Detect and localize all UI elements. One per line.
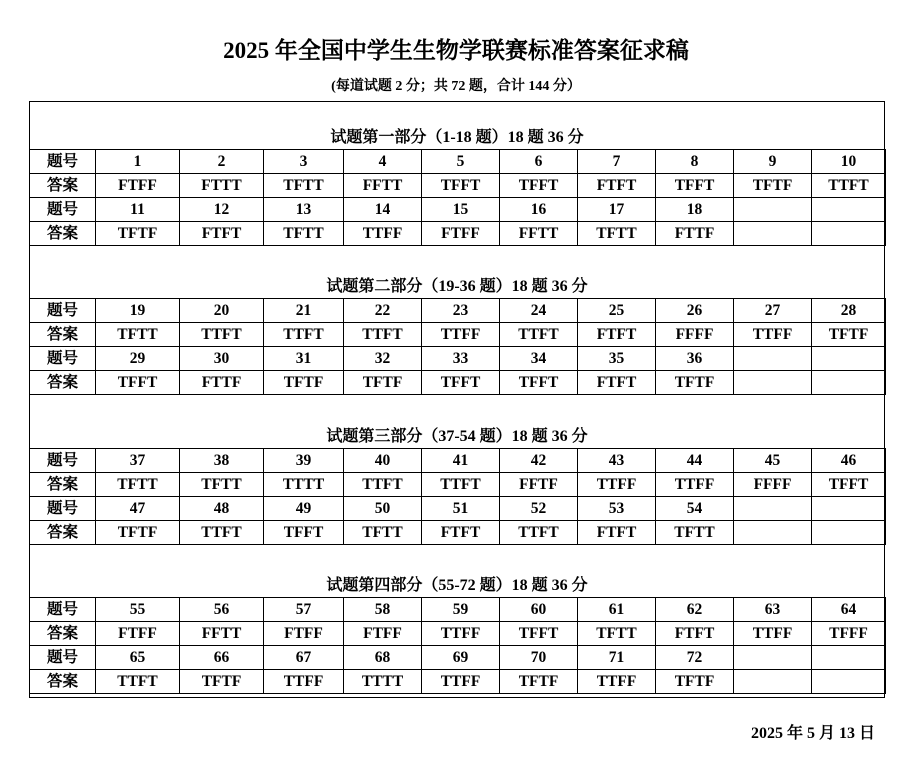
question-number-cell: 17 [578,198,656,222]
question-number-cell: 28 [812,299,886,323]
question-number-cell: 43 [578,449,656,473]
answer-cell: TTFF [578,670,656,694]
answer-cell: FFTF [500,473,578,497]
answer-label: 答案 [30,174,96,198]
answer-cell: TTFF [578,473,656,497]
answer-cell: FTFT [422,521,500,545]
question-number-cell: 45 [734,449,812,473]
answer-cell: TFTT [578,222,656,246]
question-label: 题号 [30,198,96,222]
question-number-cell: 35 [578,347,656,371]
question-number-row [30,646,886,670]
question-number-row [30,598,886,622]
question-number-cell: 23 [422,299,500,323]
answer-cell: TTFT [180,323,264,347]
question-number-cell: 47 [96,497,180,521]
page-subtitle: (每道试题 2 分；共 72 题，合计 144 分） [331,79,581,94]
answer-cell: TTFT [812,174,886,198]
question-number-cell: 37 [96,449,180,473]
answer-cell: TTTT [264,473,344,497]
question-number-row [30,198,886,222]
answer-row [30,521,886,545]
question-number-cell: 69 [422,646,500,670]
answer-cell: TFTT [264,222,344,246]
answer-cell: TFTF [500,670,578,694]
question-number-cell [812,347,886,371]
answer-cell: TTFF [734,323,812,347]
answer-cell: TTFT [422,473,500,497]
answer-cell: TTFT [264,323,344,347]
question-number-cell: 41 [422,449,500,473]
answer-cell: TFTF [264,371,344,395]
answer-cell: TFTT [578,622,656,646]
question-number-cell: 18 [656,198,734,222]
answer-cell: TFTT [344,521,422,545]
answer-cell: TTFF [344,222,422,246]
answer-cell: FTTT [180,174,264,198]
question-number-cell: 13 [264,198,344,222]
answer-cell: FTFF [344,622,422,646]
question-number-cell: 53 [578,497,656,521]
answer-cell: TFTF [656,670,734,694]
section-2 [29,250,885,395]
question-number-cell: 29 [96,347,180,371]
answer-cell: TFTF [96,521,180,545]
question-number-cell: 38 [180,449,264,473]
answer-cell: TFFT [96,371,180,395]
question-number-cell: 7 [578,150,656,174]
question-number-cell: 11 [96,198,180,222]
question-number-cell: 49 [264,497,344,521]
answer-cell: TTFT [344,473,422,497]
answer-cell: TTFT [180,521,264,545]
question-label: 题号 [30,299,96,323]
answer-cell [812,371,886,395]
answer-cell: TFTF [734,174,812,198]
answer-cell: TTFF [422,670,500,694]
answer-label: 答案 [30,521,96,545]
question-label: 题号 [30,598,96,622]
section-3 [29,400,885,545]
answer-cell: FFFF [734,473,812,497]
answer-row [30,323,886,347]
question-number-cell: 68 [344,646,422,670]
answer-cell: FFTT [180,622,264,646]
question-number-cell: 33 [422,347,500,371]
question-number-cell [734,347,812,371]
question-number-cell: 6 [500,150,578,174]
answer-cell: TFFT [500,371,578,395]
question-number-cell: 30 [180,347,264,371]
question-number-cell: 65 [96,646,180,670]
answer-label: 答案 [30,371,96,395]
question-label: 题号 [30,150,96,174]
answer-cell: FTFT [656,622,734,646]
question-number-cell: 63 [734,598,812,622]
question-number-cell [734,497,812,521]
question-number-cell: 32 [344,347,422,371]
question-number-cell: 52 [500,497,578,521]
question-number-cell: 14 [344,198,422,222]
question-number-row [30,299,886,323]
answer-cell: FTFF [96,622,180,646]
question-number-cell: 22 [344,299,422,323]
answer-cell: TFTT [96,323,180,347]
answer-cell [812,521,886,545]
answer-label: 答案 [30,670,96,694]
question-number-cell: 10 [812,150,886,174]
answer-cell [734,670,812,694]
question-number-cell: 66 [180,646,264,670]
question-number-cell: 2 [180,150,264,174]
answer-cell: FTFF [422,222,500,246]
question-label: 题号 [30,646,96,670]
answer-cell: FFTT [500,222,578,246]
answer-cell: TTFT [344,323,422,347]
answer-grid [29,448,886,545]
answer-label: 答案 [30,323,96,347]
question-number-cell: 27 [734,299,812,323]
section-heading: 试题第三部分（37-54 题）18 题 36 分 [326,428,588,445]
answer-row [30,174,886,198]
question-number-cell: 58 [344,598,422,622]
question-number-cell: 70 [500,646,578,670]
question-number-cell: 42 [500,449,578,473]
answer-cell: TFTT [656,521,734,545]
question-number-cell: 26 [656,299,734,323]
answer-label: 答案 [30,622,96,646]
answer-cell: TTFF [422,622,500,646]
question-number-cell: 15 [422,198,500,222]
question-number-row [30,497,886,521]
question-number-cell: 4 [344,150,422,174]
question-number-cell: 46 [812,449,886,473]
answer-cell: FTFF [264,622,344,646]
answer-cell: TFFT [500,622,578,646]
answer-row [30,222,886,246]
answer-cell: FTFT [578,174,656,198]
question-number-cell [812,198,886,222]
question-number-cell: 5 [422,150,500,174]
question-number-cell: 51 [422,497,500,521]
question-number-cell: 25 [578,299,656,323]
question-number-cell: 54 [656,497,734,521]
answer-grid [29,149,886,246]
question-label: 题号 [30,347,96,371]
question-number-cell [812,497,886,521]
answer-cell: TFTT [96,473,180,497]
answer-cell: TTTT [344,670,422,694]
question-number-cell: 8 [656,150,734,174]
answer-cell: TFTF [344,371,422,395]
answer-cell: TTFF [734,622,812,646]
question-number-row [30,347,886,371]
answer-cell: TFTF [96,222,180,246]
question-number-cell: 61 [578,598,656,622]
answer-row [30,622,886,646]
question-number-cell: 34 [500,347,578,371]
answer-grid [29,597,886,694]
answer-cell: FTFF [96,174,180,198]
section-heading: 试题第二部分（19-36 题）18 题 36 分 [326,278,588,295]
section-heading: 试题第一部分（1-18 题）18 题 36 分 [330,129,584,146]
question-number-cell: 1 [96,150,180,174]
answer-cell [734,371,812,395]
answer-cell: TTFT [96,670,180,694]
question-number-cell: 9 [734,150,812,174]
question-number-cell: 57 [264,598,344,622]
answer-cell: TFTF [812,323,886,347]
answer-cell: TFFT [500,174,578,198]
question-number-cell: 19 [96,299,180,323]
question-number-cell: 72 [656,646,734,670]
page-title: 2025 年全国中学生生物学联赛标准答案征求稿 [223,38,689,63]
answer-cell: FTFT [180,222,264,246]
question-label: 题号 [30,449,96,473]
question-number-cell: 50 [344,497,422,521]
question-number-cell: 31 [264,347,344,371]
question-number-cell: 21 [264,299,344,323]
question-number-row [30,150,886,174]
answer-row [30,670,886,694]
question-number-cell: 60 [500,598,578,622]
answer-row [30,473,886,497]
question-label: 题号 [30,497,96,521]
answer-cell [812,670,886,694]
question-number-cell: 55 [96,598,180,622]
answer-cell: FTTF [180,371,264,395]
question-number-cell: 59 [422,598,500,622]
answer-cell: TTFF [422,323,500,347]
question-number-cell: 48 [180,497,264,521]
answer-cell: TFFF [812,622,886,646]
answer-cell [734,521,812,545]
question-number-cell: 36 [656,347,734,371]
answer-cell: TTFF [656,473,734,497]
question-number-cell: 24 [500,299,578,323]
answer-cell: FTFT [578,371,656,395]
question-number-cell: 12 [180,198,264,222]
answer-cell: TFTF [180,670,264,694]
answer-cell: FFFF [656,323,734,347]
answer-cell: TFFT [264,521,344,545]
question-number-cell: 44 [656,449,734,473]
answer-cell: FTFT [578,521,656,545]
answer-cell: TFTT [264,174,344,198]
answer-cell: TFFT [812,473,886,497]
section-1 [29,101,885,246]
answer-cell: TTFF [264,670,344,694]
answer-cell [734,222,812,246]
answer-cell: TFFT [422,174,500,198]
answer-cell: TFTF [656,371,734,395]
answer-cell: FFTT [344,174,422,198]
answer-label: 答案 [30,222,96,246]
section-4 [29,549,885,694]
answer-cell: FTTF [656,222,734,246]
answer-cell: FTFT [578,323,656,347]
question-number-cell: 62 [656,598,734,622]
question-number-row [30,449,886,473]
question-number-cell: 67 [264,646,344,670]
question-number-cell [734,198,812,222]
question-number-cell [812,646,886,670]
answer-label: 答案 [30,473,96,497]
question-number-cell: 71 [578,646,656,670]
question-number-cell: 3 [264,150,344,174]
answer-cell: TFFT [656,174,734,198]
answer-grid [29,298,886,395]
question-number-cell: 40 [344,449,422,473]
question-number-cell: 39 [264,449,344,473]
question-number-cell: 56 [180,598,264,622]
answer-cell: TFFT [422,371,500,395]
question-number-cell [734,646,812,670]
question-number-cell: 16 [500,198,578,222]
answer-cell [812,222,886,246]
question-number-cell: 64 [812,598,886,622]
section-heading: 试题第四部分（55-72 题）18 题 36 分 [326,577,588,594]
answer-row [30,371,886,395]
question-number-cell: 20 [180,299,264,323]
answer-cell: TFTT [180,473,264,497]
document-date: 2025 年 5 月 13 日 [750,725,875,742]
answer-cell: TTFT [500,521,578,545]
answer-cell: TTFT [500,323,578,347]
